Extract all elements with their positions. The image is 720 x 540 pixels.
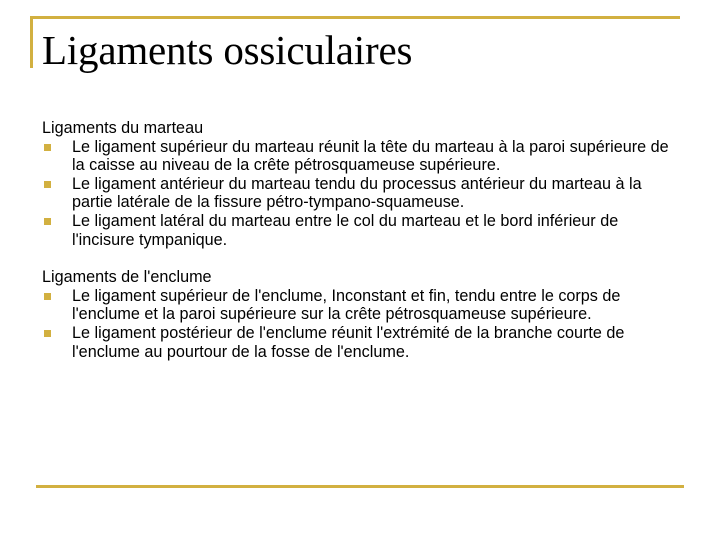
section-marteau [42,119,682,249]
frame-left-rule [30,16,33,68]
list-item [42,212,682,249]
section-heading: Ligaments du marteau [42,119,204,137]
list-item-text: Le ligament postérieur de l'enclume réunit l'extrémité de la branche courte de l'enclume au pourtour de la fosse de l'enclume. [72,323,625,361]
list-item [42,324,682,361]
square-bullet-icon [44,330,51,337]
square-bullet-icon [44,144,51,151]
square-bullet-icon [44,181,51,188]
bullet-list [42,138,682,250]
frame-bottom-rule [36,485,684,488]
section-heading: Ligaments de l'enclume [42,268,212,287]
bullet-list [42,287,682,361]
list-item [42,138,682,175]
list-item-text: Le ligament antérieur du marteau tendu du processus antérieur du marteau à la partie latérale de la fissure pétro-tympano-squameuse. [72,174,642,212]
frame-top-rule [30,16,680,19]
slide-body [42,119,682,380]
list-item [42,287,682,324]
list-item-text: Le ligament latéral du marteau entre le col du marteau et le bord inférieur de l'incisure tympanique. [72,211,619,249]
square-bullet-icon [44,293,51,300]
list-item-text: Le ligament supérieur du marteau réunit la tête du marteau à la paroi supérieure de la caisse au niveau de la crête pétrosquameuse supérieure. [72,137,669,175]
square-bullet-icon [44,218,51,225]
slide-title: Ligaments ossiculaires [42,27,413,73]
list-item-text: Le ligament supérieur de l'enclume, Inconstant et fin, tendu entre le corps de l'enclume et la paroi supérieure sur la crête pétrosquameuse supérieure. [72,286,621,324]
list-item [42,175,682,212]
section-enclume [42,268,682,361]
